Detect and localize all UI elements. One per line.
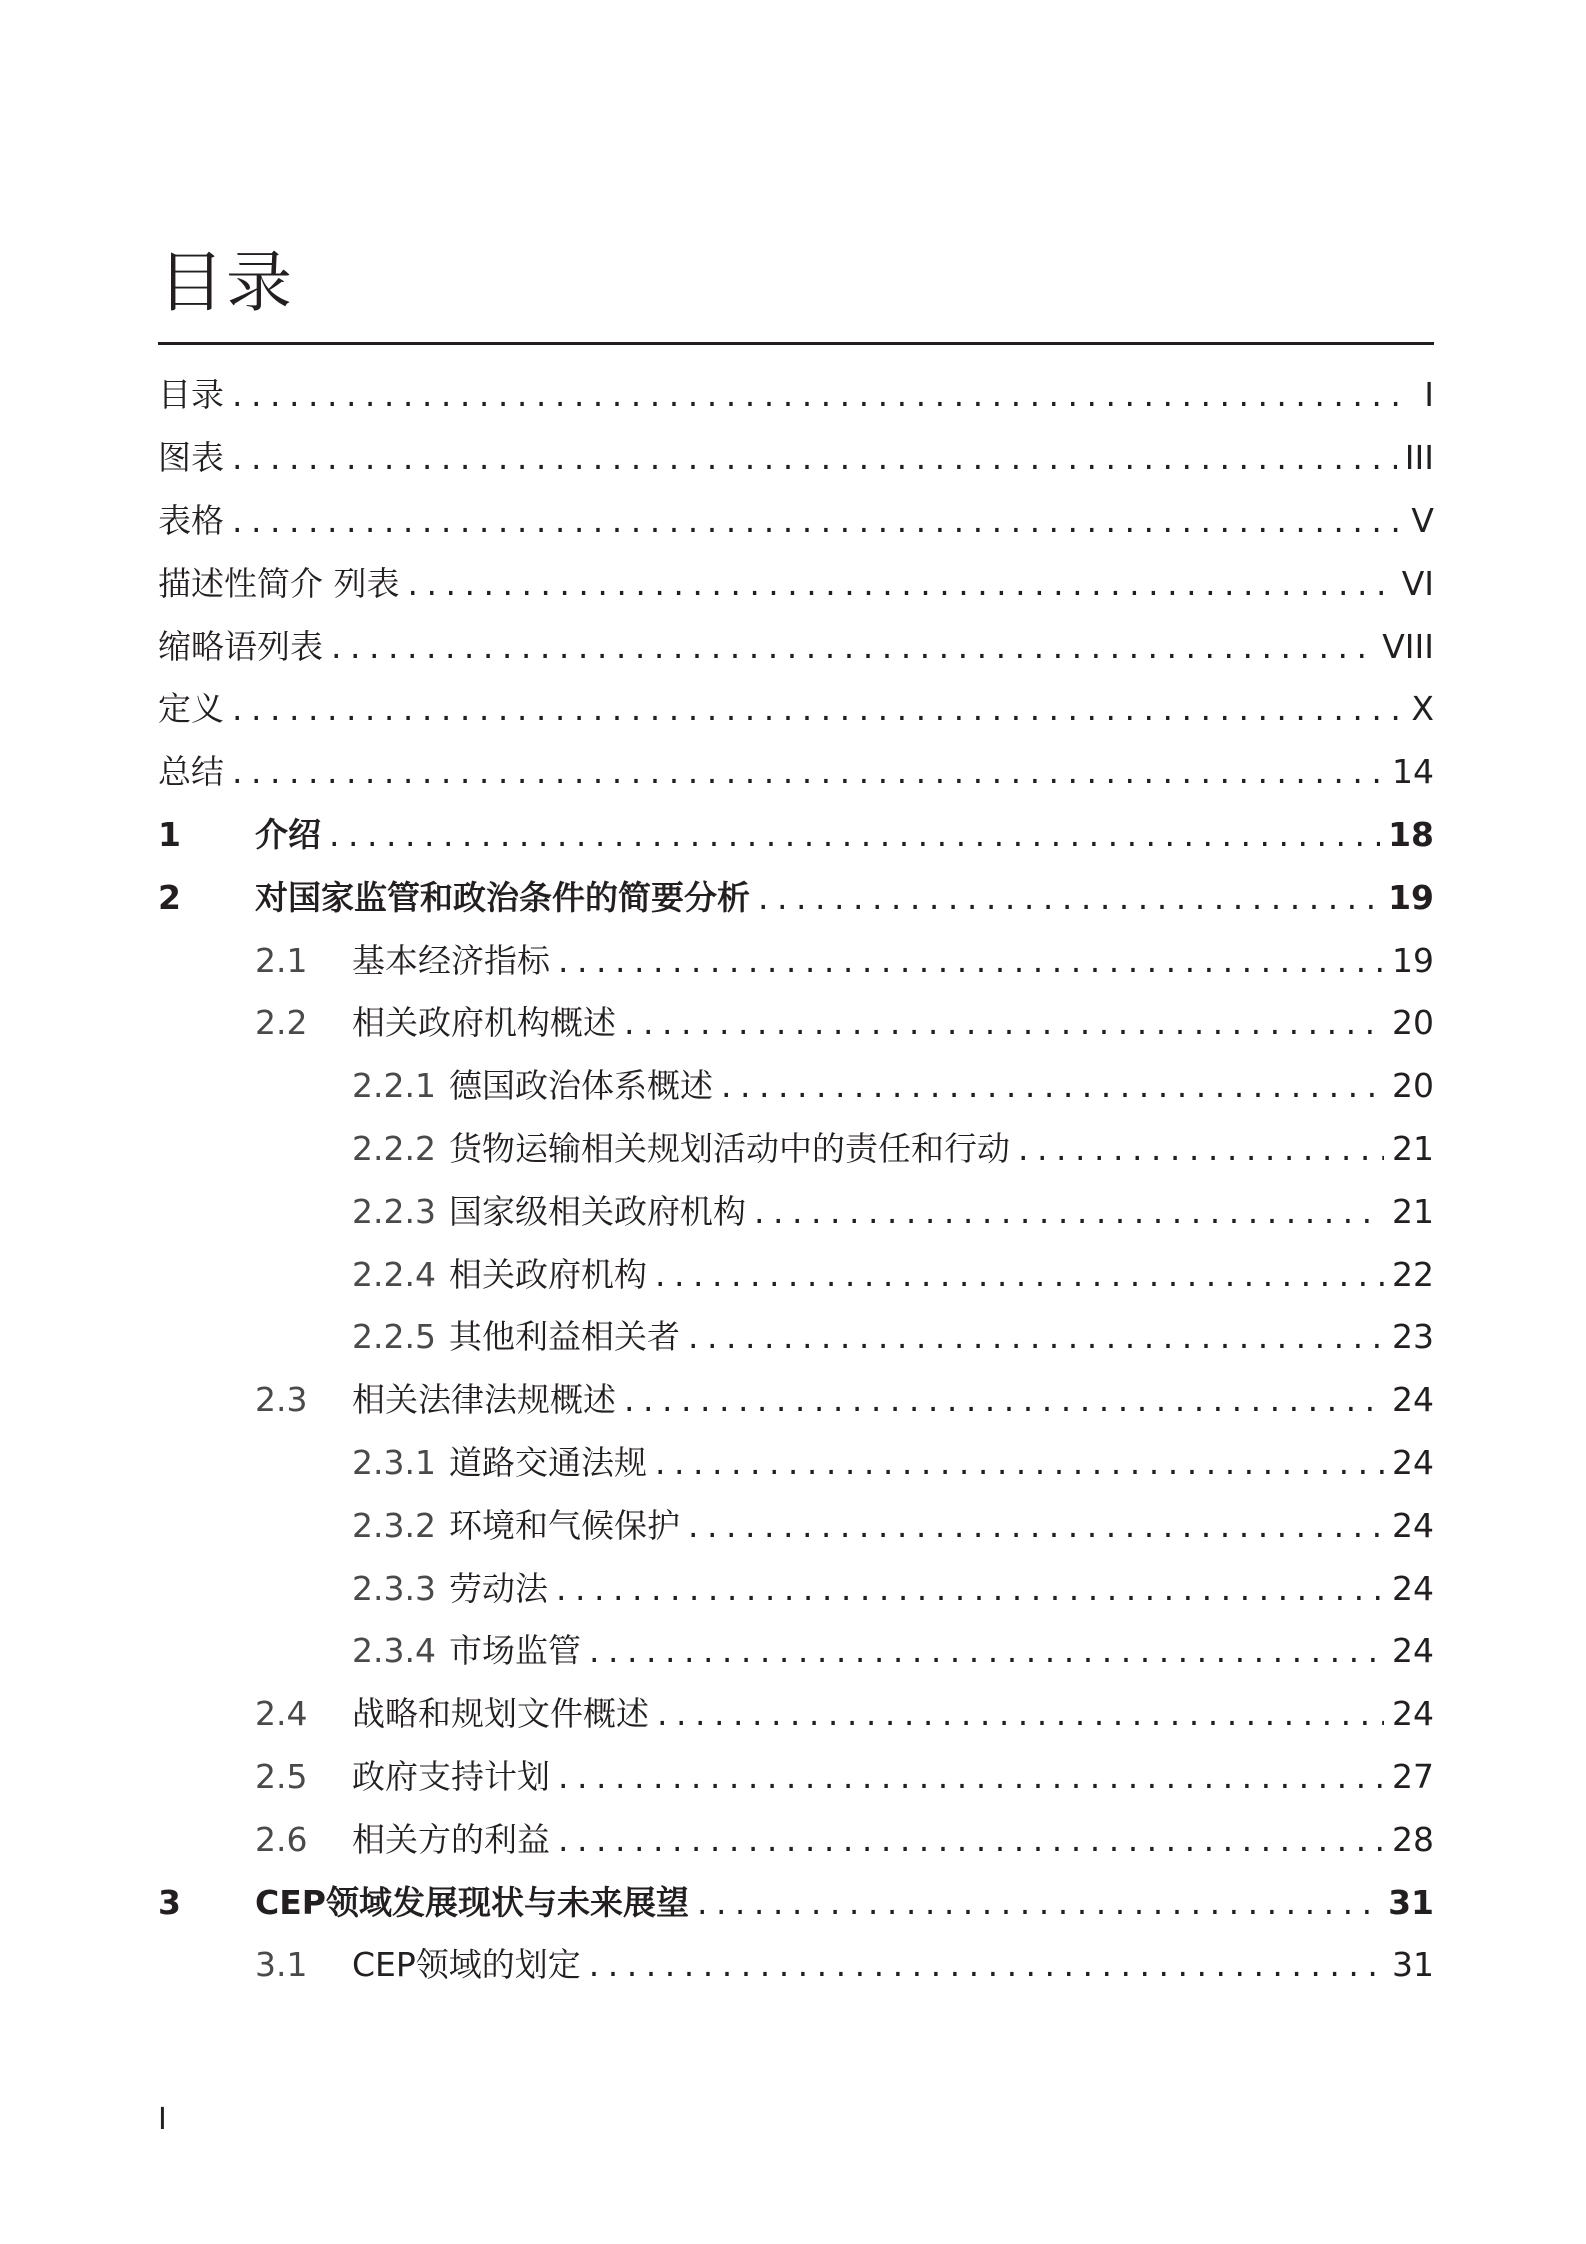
toc-entry-label: 德国政治体系概述: [449, 1066, 713, 1106]
toc-entry-number: 2.2.5: [352, 1317, 436, 1357]
toc-entry-label: 相关政府机构: [449, 1254, 647, 1294]
toc-entry[interactable]: [158, 1306, 1434, 1369]
toc-entry-number: 2.3.3: [352, 1568, 436, 1608]
toc-entry-page: 24: [1392, 1380, 1434, 1420]
toc-entry[interactable]: [158, 866, 1434, 929]
toc-entry-page: 19: [1392, 940, 1434, 980]
toc-entry[interactable]: [158, 1934, 1434, 1997]
toc-entry[interactable]: [158, 1180, 1434, 1243]
page-number: I: [158, 2102, 167, 2137]
toc-entry-label: 目录: [158, 375, 224, 415]
toc-entry-number: 2.3: [255, 1380, 308, 1420]
dot-leader: [754, 1192, 1384, 1232]
toc-entry-page: 31: [1392, 1945, 1434, 1985]
toc-entry-label: 对国家监管和政治条件的简要分析: [255, 877, 750, 917]
toc-entry-label: 图表: [158, 438, 224, 478]
dot-leader: [558, 941, 1384, 981]
toc-entry-page: 21: [1392, 1128, 1434, 1168]
toc-entry-page: 21: [1392, 1191, 1434, 1231]
toc-entry-label: 相关政府机构概述: [352, 1003, 616, 1043]
toc-entry-number: 2.1: [255, 940, 308, 980]
toc-entry-page: 24: [1392, 1631, 1434, 1671]
toc-entry-page: 24: [1392, 1505, 1434, 1545]
toc-entry-page: V: [1411, 500, 1434, 540]
dot-leader: [232, 689, 1400, 729]
toc-entry-label: 缩略语列表: [158, 626, 323, 666]
toc-entry-label: CEP领域的划定: [352, 1945, 581, 1985]
toc-entry-page: 20: [1392, 1066, 1434, 1106]
toc-entry-number: 3: [158, 1882, 181, 1922]
toc-entry-label: 其他利益相关者: [449, 1317, 680, 1357]
dot-leader: [688, 1506, 1384, 1546]
toc-entry[interactable]: [158, 1557, 1434, 1620]
toc-entry-page: 19: [1388, 877, 1434, 917]
toc-entry-number: 2.2.4: [352, 1254, 436, 1294]
toc-entry[interactable]: [158, 427, 1434, 490]
toc-entry-label: 相关法律法规概述: [352, 1380, 616, 1420]
dot-leader: [558, 1820, 1384, 1860]
title-rule: [158, 342, 1434, 345]
toc-entry-page: I: [1424, 375, 1434, 415]
toc-entry[interactable]: [158, 552, 1434, 615]
dot-leader: [688, 1317, 1384, 1357]
toc-entry[interactable]: [158, 490, 1434, 553]
toc-entry-label: 总结: [158, 752, 224, 792]
dot-leader: [232, 375, 1400, 415]
toc-entry-number: 2.2.2: [352, 1128, 436, 1168]
toc-entry-page: 18: [1388, 814, 1434, 854]
toc-entry-page: III: [1404, 438, 1434, 478]
toc-entry[interactable]: [158, 1494, 1434, 1557]
toc-entry[interactable]: [158, 929, 1434, 992]
toc-entry-number: 3.1: [255, 1945, 308, 1985]
toc-entry-page: 27: [1392, 1756, 1434, 1796]
toc-entry-label: 定义: [158, 689, 224, 729]
toc-entry-number: 2.3.1: [352, 1442, 436, 1482]
dot-leader: [232, 438, 1397, 478]
toc-entry[interactable]: [158, 615, 1434, 678]
dot-leader: [758, 878, 1380, 918]
toc-entry-number: 2.5: [255, 1756, 308, 1796]
dot-leader: [657, 1694, 1384, 1734]
toc-entry-label: 基本经济指标: [352, 940, 550, 980]
dot-leader: [1018, 1129, 1384, 1169]
dot-leader: [624, 1003, 1384, 1043]
toc-entry[interactable]: [158, 992, 1434, 1055]
toc-entry-page: 23: [1392, 1317, 1434, 1357]
toc-entry-label: 相关方的利益: [352, 1819, 550, 1859]
dot-leader: [408, 564, 1394, 604]
dot-leader: [331, 627, 1374, 667]
toc-entry[interactable]: [158, 741, 1434, 804]
toc-entry-number: 2.2: [255, 1003, 308, 1043]
toc-entry-number: 2.2.3: [352, 1191, 436, 1231]
toc-entry-label: 描述性简介 列表: [158, 563, 400, 603]
toc-entry-label: 政府支持计划: [352, 1756, 550, 1796]
toc-entry[interactable]: [158, 1746, 1434, 1809]
toc-entry-page: 14: [1392, 752, 1434, 792]
toc-entry[interactable]: [158, 1118, 1434, 1181]
toc-entry-page: 24: [1392, 1442, 1434, 1482]
dot-leader: [232, 752, 1384, 792]
dot-leader: [721, 1066, 1384, 1106]
dot-leader: [655, 1443, 1384, 1483]
toc-entry-label: 国家级相关政府机构: [449, 1191, 746, 1231]
toc-entry[interactable]: [158, 1432, 1434, 1495]
dot-leader: [624, 1380, 1384, 1420]
toc-entry[interactable]: [158, 1243, 1434, 1306]
toc-entry-number: 2.4: [255, 1694, 308, 1734]
toc-entry-page: 31: [1388, 1882, 1434, 1922]
toc-entry-page: 20: [1392, 1003, 1434, 1043]
toc-entry-page: VIII: [1382, 626, 1434, 666]
toc-entry[interactable]: [158, 804, 1434, 867]
table-of-contents: [158, 364, 1434, 1997]
toc-entry[interactable]: [158, 364, 1434, 427]
toc-entry-number: 2.3.2: [352, 1505, 436, 1545]
toc-entry[interactable]: [158, 1871, 1434, 1934]
toc-entry-page: 24: [1392, 1568, 1434, 1608]
toc-entry-label: CEP领域发展现状与未来展望: [255, 1882, 689, 1922]
dot-leader: [329, 815, 1380, 855]
dot-leader: [655, 1255, 1384, 1295]
dot-leader: [589, 1945, 1384, 1985]
toc-entry-page: 22: [1392, 1254, 1434, 1294]
toc-entry[interactable]: [158, 1055, 1434, 1118]
dot-leader: [589, 1631, 1384, 1671]
toc-entry-page: 28: [1392, 1819, 1434, 1859]
toc-entry-page: 24: [1392, 1694, 1434, 1734]
toc-entry-label: 介绍: [255, 814, 321, 854]
toc-entry-number: 2.3.4: [352, 1631, 436, 1671]
toc-entry[interactable]: [158, 1369, 1434, 1432]
toc-entry-number: 2.2.1: [352, 1066, 436, 1106]
toc-entry-label: 货物运输相关规划活动中的责任和行动: [449, 1128, 1010, 1168]
toc-entry[interactable]: [158, 1620, 1434, 1683]
toc-entry-label: 环境和气候保护: [449, 1505, 680, 1545]
toc-entry[interactable]: [158, 1683, 1434, 1746]
toc-entry-page: VI: [1401, 563, 1434, 603]
toc-entry-number: 2: [158, 877, 181, 917]
toc-entry-label: 市场监管: [449, 1631, 581, 1671]
toc-entry-number: 2.6: [255, 1819, 308, 1859]
toc-entry-label: 劳动法: [449, 1568, 548, 1608]
toc-entry[interactable]: [158, 678, 1434, 741]
dot-leader: [558, 1757, 1384, 1797]
toc-entry[interactable]: [158, 1808, 1434, 1871]
toc-entry-label: 道路交通法规: [449, 1442, 647, 1482]
page-title: 目录: [158, 244, 294, 321]
dot-leader: [556, 1569, 1384, 1609]
toc-entry-label: 战略和规划文件概述: [352, 1694, 649, 1734]
dot-leader: [697, 1883, 1380, 1923]
toc-entry-label: 表格: [158, 500, 224, 540]
dot-leader: [232, 501, 1400, 541]
toc-entry-page: X: [1411, 689, 1434, 729]
toc-entry-number: 1: [158, 814, 181, 854]
